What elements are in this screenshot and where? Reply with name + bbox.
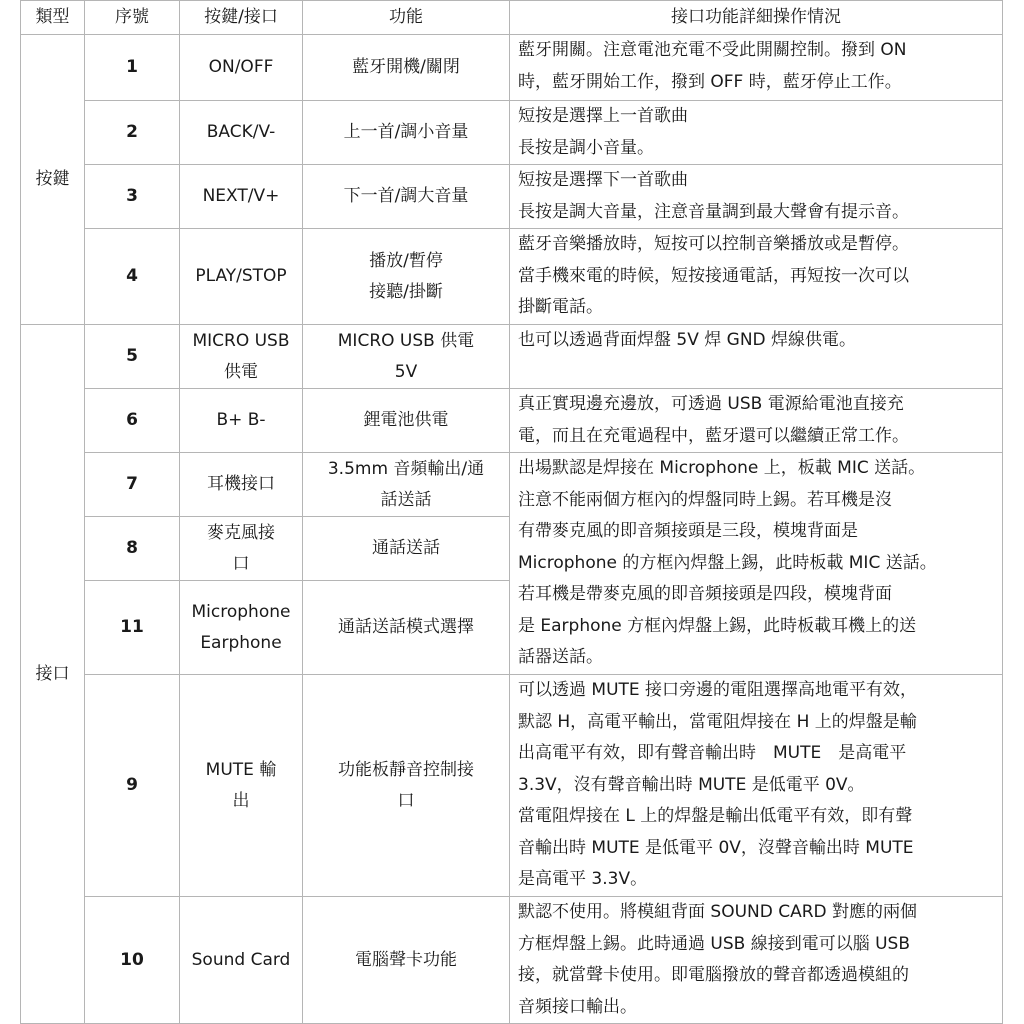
detail-cell <box>510 675 1003 897</box>
detail-cell <box>510 325 1003 389</box>
key-line: ON/OFF <box>208 57 274 77</box>
key-cell <box>180 389 303 453</box>
detail-line: 短按是選擇下一首歌曲 <box>518 170 688 190</box>
row-number: 1 <box>85 35 180 101</box>
header-row <box>21 1 1003 35</box>
key-line: BACK/V- <box>206 122 276 142</box>
function-cell <box>303 35 510 101</box>
detail-line: 默認 H，高電平輸出，當電阻焊接在 H 上的焊盤是輸 <box>518 711 917 732</box>
detail-line: 時，藍牙開始工作，撥到 OFF 時，藍牙停止工作。 <box>518 71 902 92</box>
key-line: Microphone <box>191 601 291 622</box>
function-line: 通話送話 <box>372 538 440 558</box>
key-line: 麥克風接 <box>207 522 275 543</box>
detail-cell <box>510 101 1003 165</box>
row-number: 8 <box>85 517 180 581</box>
detail-line: 長按是調小音量。 <box>518 137 654 158</box>
table-row <box>21 389 1003 453</box>
key-line: 口 <box>232 553 250 574</box>
function-cell <box>303 897 510 1024</box>
function-cell <box>303 101 510 165</box>
function-line: 播放/暫停 <box>369 250 443 271</box>
detail-line: 當手機來電的時候，短按接通電話，再短按一次可以 <box>518 265 909 286</box>
key-cell <box>180 165 303 229</box>
detail-line: 接，就當聲卡使用。即電腦撥放的聲音都透過模組的 <box>518 965 909 985</box>
function-line: 電腦聲卡功能 <box>355 949 457 970</box>
detail-cell <box>510 35 1003 101</box>
spec-table-document <box>20 0 1002 1024</box>
function-line: 鋰電池供電 <box>363 410 449 430</box>
detail-line: 短按是選擇上一首歌曲 <box>518 106 688 126</box>
detail-cell <box>510 897 1003 1024</box>
key-line: 出 <box>232 790 250 811</box>
detail-line: 有帶麥克風的即音頻接頭是三段，模塊背面是 <box>518 521 858 541</box>
function-cell <box>303 165 510 229</box>
function-line: 3.5mm 音頻輸出/通 <box>327 458 485 479</box>
key-line: 耳機接口 <box>207 474 275 494</box>
function-line: 5V <box>394 361 418 382</box>
detail-line: 藍牙音樂播放時，短按可以控制音樂播放或是暫停。 <box>518 234 909 254</box>
key-cell <box>180 675 303 897</box>
function-line: 上一首/調小音量 <box>343 122 469 142</box>
detail-cell <box>510 389 1003 453</box>
detail-line: 音輸出時 MUTE 是低電平 0V，沒聲音輸出時 MUTE <box>518 837 914 858</box>
detail-line: 是高電平 3.3V。 <box>518 869 648 889</box>
detail-line: Microphone 的方框內焊盤上錫，此時板載 MIC 送話。 <box>518 552 937 573</box>
function-line: 功能板靜音控制接 <box>338 759 474 780</box>
spec-table <box>20 0 1003 1024</box>
key-cell <box>180 897 303 1024</box>
table-row <box>21 229 1003 325</box>
detail-line: 當電阻焊接在 L 上的焊盤是輸出低電平有效，即有聲 <box>518 806 913 826</box>
table-row <box>21 101 1003 165</box>
key-cell <box>180 453 303 517</box>
function-line: 藍牙開機/關閉 <box>352 57 460 77</box>
shared-detail-cell <box>510 453 1003 675</box>
function-line: 話送話 <box>380 489 432 510</box>
detail-line: 若耳機是帶麥克風的即音頻接頭是四段，模塊背面 <box>518 584 892 604</box>
key-cell <box>180 325 303 389</box>
detail-cell <box>510 165 1003 229</box>
header-detail: 接口功能詳細操作情況 <box>510 1 1003 35</box>
key-line: MICRO USB <box>192 330 290 351</box>
function-cell <box>303 229 510 325</box>
header-type: 類型 <box>21 1 85 35</box>
detail-line: 長按是調大音量，注意音量調到最大聲會有提示音。 <box>518 201 909 222</box>
key-line: B+ B- <box>216 410 266 430</box>
row-number: 3 <box>85 165 180 229</box>
detail-line: 出場默認是焊接在 Microphone 上，板載 MIC 送話。 <box>518 458 926 478</box>
key-cell <box>180 517 303 581</box>
key-line: Earphone <box>200 632 282 653</box>
function-cell <box>303 581 510 675</box>
function-line: 下一首/調大音量 <box>343 186 469 206</box>
detail-cell <box>510 229 1003 325</box>
row-number: 2 <box>85 101 180 165</box>
function-cell <box>303 517 510 581</box>
row-number: 9 <box>85 675 180 897</box>
detail-line: 默認不使用。將模組背面 SOUND CARD 對應的兩個 <box>518 902 918 922</box>
table-row <box>21 35 1003 101</box>
row-number: 7 <box>85 453 180 517</box>
detail-line: 藍牙開關。注意電池充電不受此開關控制。撥到 ON <box>518 40 907 60</box>
function-cell <box>303 675 510 897</box>
function-cell <box>303 325 510 389</box>
key-cell <box>180 35 303 101</box>
key-line: Sound Card <box>191 949 291 970</box>
detail-line: 3.3V，沒有聲音輸出時 MUTE 是低電平 0V。 <box>518 774 865 795</box>
detail-line: 方框焊盤上錫。此時通過 USB 線接到電可以腦 USB <box>518 933 911 954</box>
header-no: 序號 <box>85 1 180 35</box>
detail-line: 出高電平有效，即有聲音輸出時 MUTE 是高電平 <box>518 743 907 763</box>
detail-line: 音頻接口輸出。 <box>518 996 637 1017</box>
function-line: 通話送話模式選擇 <box>338 617 474 637</box>
table-row <box>21 897 1003 1024</box>
row-number: 5 <box>85 325 180 389</box>
key-cell <box>180 101 303 165</box>
function-cell <box>303 453 510 517</box>
group-keys: 按鍵 <box>21 35 85 325</box>
table-row <box>21 675 1003 897</box>
header-key: 按鍵/接口 <box>180 1 303 35</box>
detail-line: 是 Earphone 方框內焊盤上錫，此時板載耳機上的送 <box>518 615 917 636</box>
function-line: MICRO USB 供電 <box>337 330 475 351</box>
detail-line: 可以透過 MUTE 接口旁邊的電阻選擇高地電平有效， <box>518 680 918 700</box>
function-cell <box>303 389 510 453</box>
key-cell <box>180 581 303 675</box>
key-line: MUTE 輸 <box>205 759 277 780</box>
function-line: 接聽/掛斷 <box>369 281 443 302</box>
key-cell <box>180 229 303 325</box>
detail-line: 掛斷電話。 <box>518 297 603 317</box>
detail-line: 話器送話。 <box>518 647 603 667</box>
key-line: PLAY/STOP <box>195 266 287 286</box>
key-line: NEXT/V+ <box>202 186 280 206</box>
function-line: 口 <box>397 790 415 811</box>
detail-line: 電，而且在充電過程中，藍牙還可以繼續正常工作。 <box>518 425 909 446</box>
key-line: 供電 <box>224 361 258 382</box>
row-number: 11 <box>85 581 180 675</box>
detail-line: 真正實現邊充邊放，可透過 USB 電源給電池直接充 <box>518 394 904 414</box>
row-number: 6 <box>85 389 180 453</box>
header-function: 功能 <box>303 1 510 35</box>
detail-line: 也可以透過背面焊盤 5V 焊 GND 焊線供電。 <box>518 330 857 350</box>
row-number: 4 <box>85 229 180 325</box>
group-ports: 接口 <box>21 325 85 1024</box>
row-number: 10 <box>85 897 180 1024</box>
detail-line: 注意不能兩個方框內的焊盤同時上錫。若耳機是沒 <box>518 489 892 510</box>
table-row <box>21 165 1003 229</box>
table-row <box>21 325 1003 389</box>
table-row <box>21 453 1003 517</box>
